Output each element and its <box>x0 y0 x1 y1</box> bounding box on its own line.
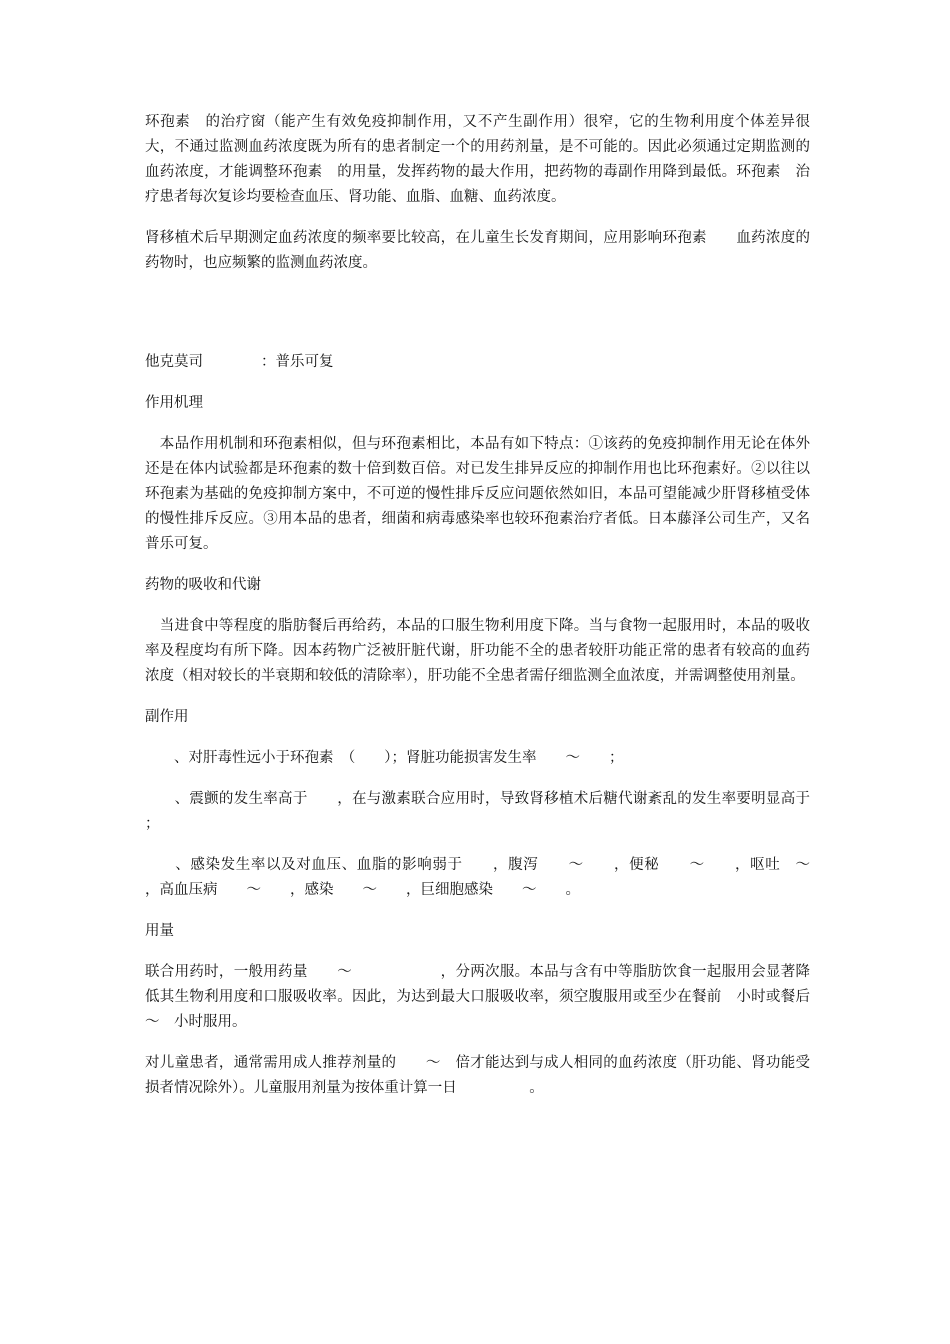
heading-dosage: 用量 <box>145 923 174 939</box>
heading-absorption: 药物的吸收和代谢 <box>145 577 261 593</box>
paragraph-cyclosporine-window: 环孢素 的治疗窗（能产生有效免疫抑制作用，又不产生副作用）很窄，它的生物利用度个体差异很大，不通过监测血药浓度既为所有的患者制定一个的用药剂量，是不可能的。因此必须通过定期监测的血药浓度，才能调整环孢素 的用量，发挥药物的最大作用，把药物的毒副作用降到最低。环孢素 治疗患者每次复诊均要检查血压、肾功能、血脂、血糖、血药浓度。 <box>145 114 810 205</box>
paragraph-dosage-children: 对儿童患者，通常需用成人推荐剂量的 ～ 倍才能达到与成人相同的血药浓度（肝功能、肾功能受损者情况除外）。儿童服用剂量为按体重计算一日 。 <box>145 1055 810 1096</box>
paragraph-dosage-adult: 联合用药时，一般用药量 ～ ，分两次服。本品与含有中等脂肪饮食一起服用会显著降低其生物利用度和口服吸收率。因此，为达到最大口服吸收率，须空腹服用或至少在餐前 小时或餐后 ～ 小时服用。 <box>145 964 825 1030</box>
paragraph-mechanism: 本品作用机制和环孢素相似，但与环孢素相比，本品有如下特点：①该药的免疫抑制作用无论在体外还是在体内试验都是环孢素的数十倍到数百倍。对已发生排异反应的抑制作用也比环孢素好。②以往以环孢素为基础的免疫抑制方案中，不可逆的慢性排斥反应问题依然如旧，本品可望能减少肝肾移植受体的慢性排斥反应。③用本品的患者，细菌和病毒感染率也较环孢素治疗者低。日本藤泽公司生产，又名普乐可复。 <box>145 436 810 552</box>
paragraph-side-effect-1: 、对肝毒性远小于环孢素 （ ）；肾脏功能损害发生率 ～ ； <box>145 750 624 766</box>
heading-side-effects: 副作用 <box>145 709 189 725</box>
paragraph-absorption: 当进食中等程度的脂肪餐后再给药，本品的口服生物利用度下降。当与食物一起服用时，本品的吸收率及程度均有所下降。因本药物广泛被肝脏代谢，肝功能不全的患者较肝功能正常的患者有较高的血药浓度（相对较长的半衰期和较低的清除率），肝功能不全患者需仔细监测全血浓度，并需调整使用剂量。 <box>145 618 810 684</box>
document-page <box>145 110 839 1101</box>
drug-title: 他克莫司 ：普乐可复 <box>145 354 334 370</box>
heading-mechanism: 作用机理 <box>145 395 203 411</box>
paragraph-monitoring-frequency: 肾移植术后早期测定血药浓度的频率要比较高，在儿童生长发育期间，应用影响环孢素 血药浓度的药物时，也应频繁的监测血药浓度。 <box>145 230 810 271</box>
paragraph-side-effect-3: 、感染发生率以及对血压、血脂的影响弱于 ，腹泻 ～ ，便秘 ～ ，呕吐 ～ ，高血压病 ～ ，感染 ～ ，巨细胞感染 ～ 。 <box>145 857 839 898</box>
paragraph-side-effect-2: 、震颤的发生率高于 ，在与激素联合应用时，导致肾移植术后糖代谢紊乱的发生率要明显高于 ； <box>145 791 839 832</box>
